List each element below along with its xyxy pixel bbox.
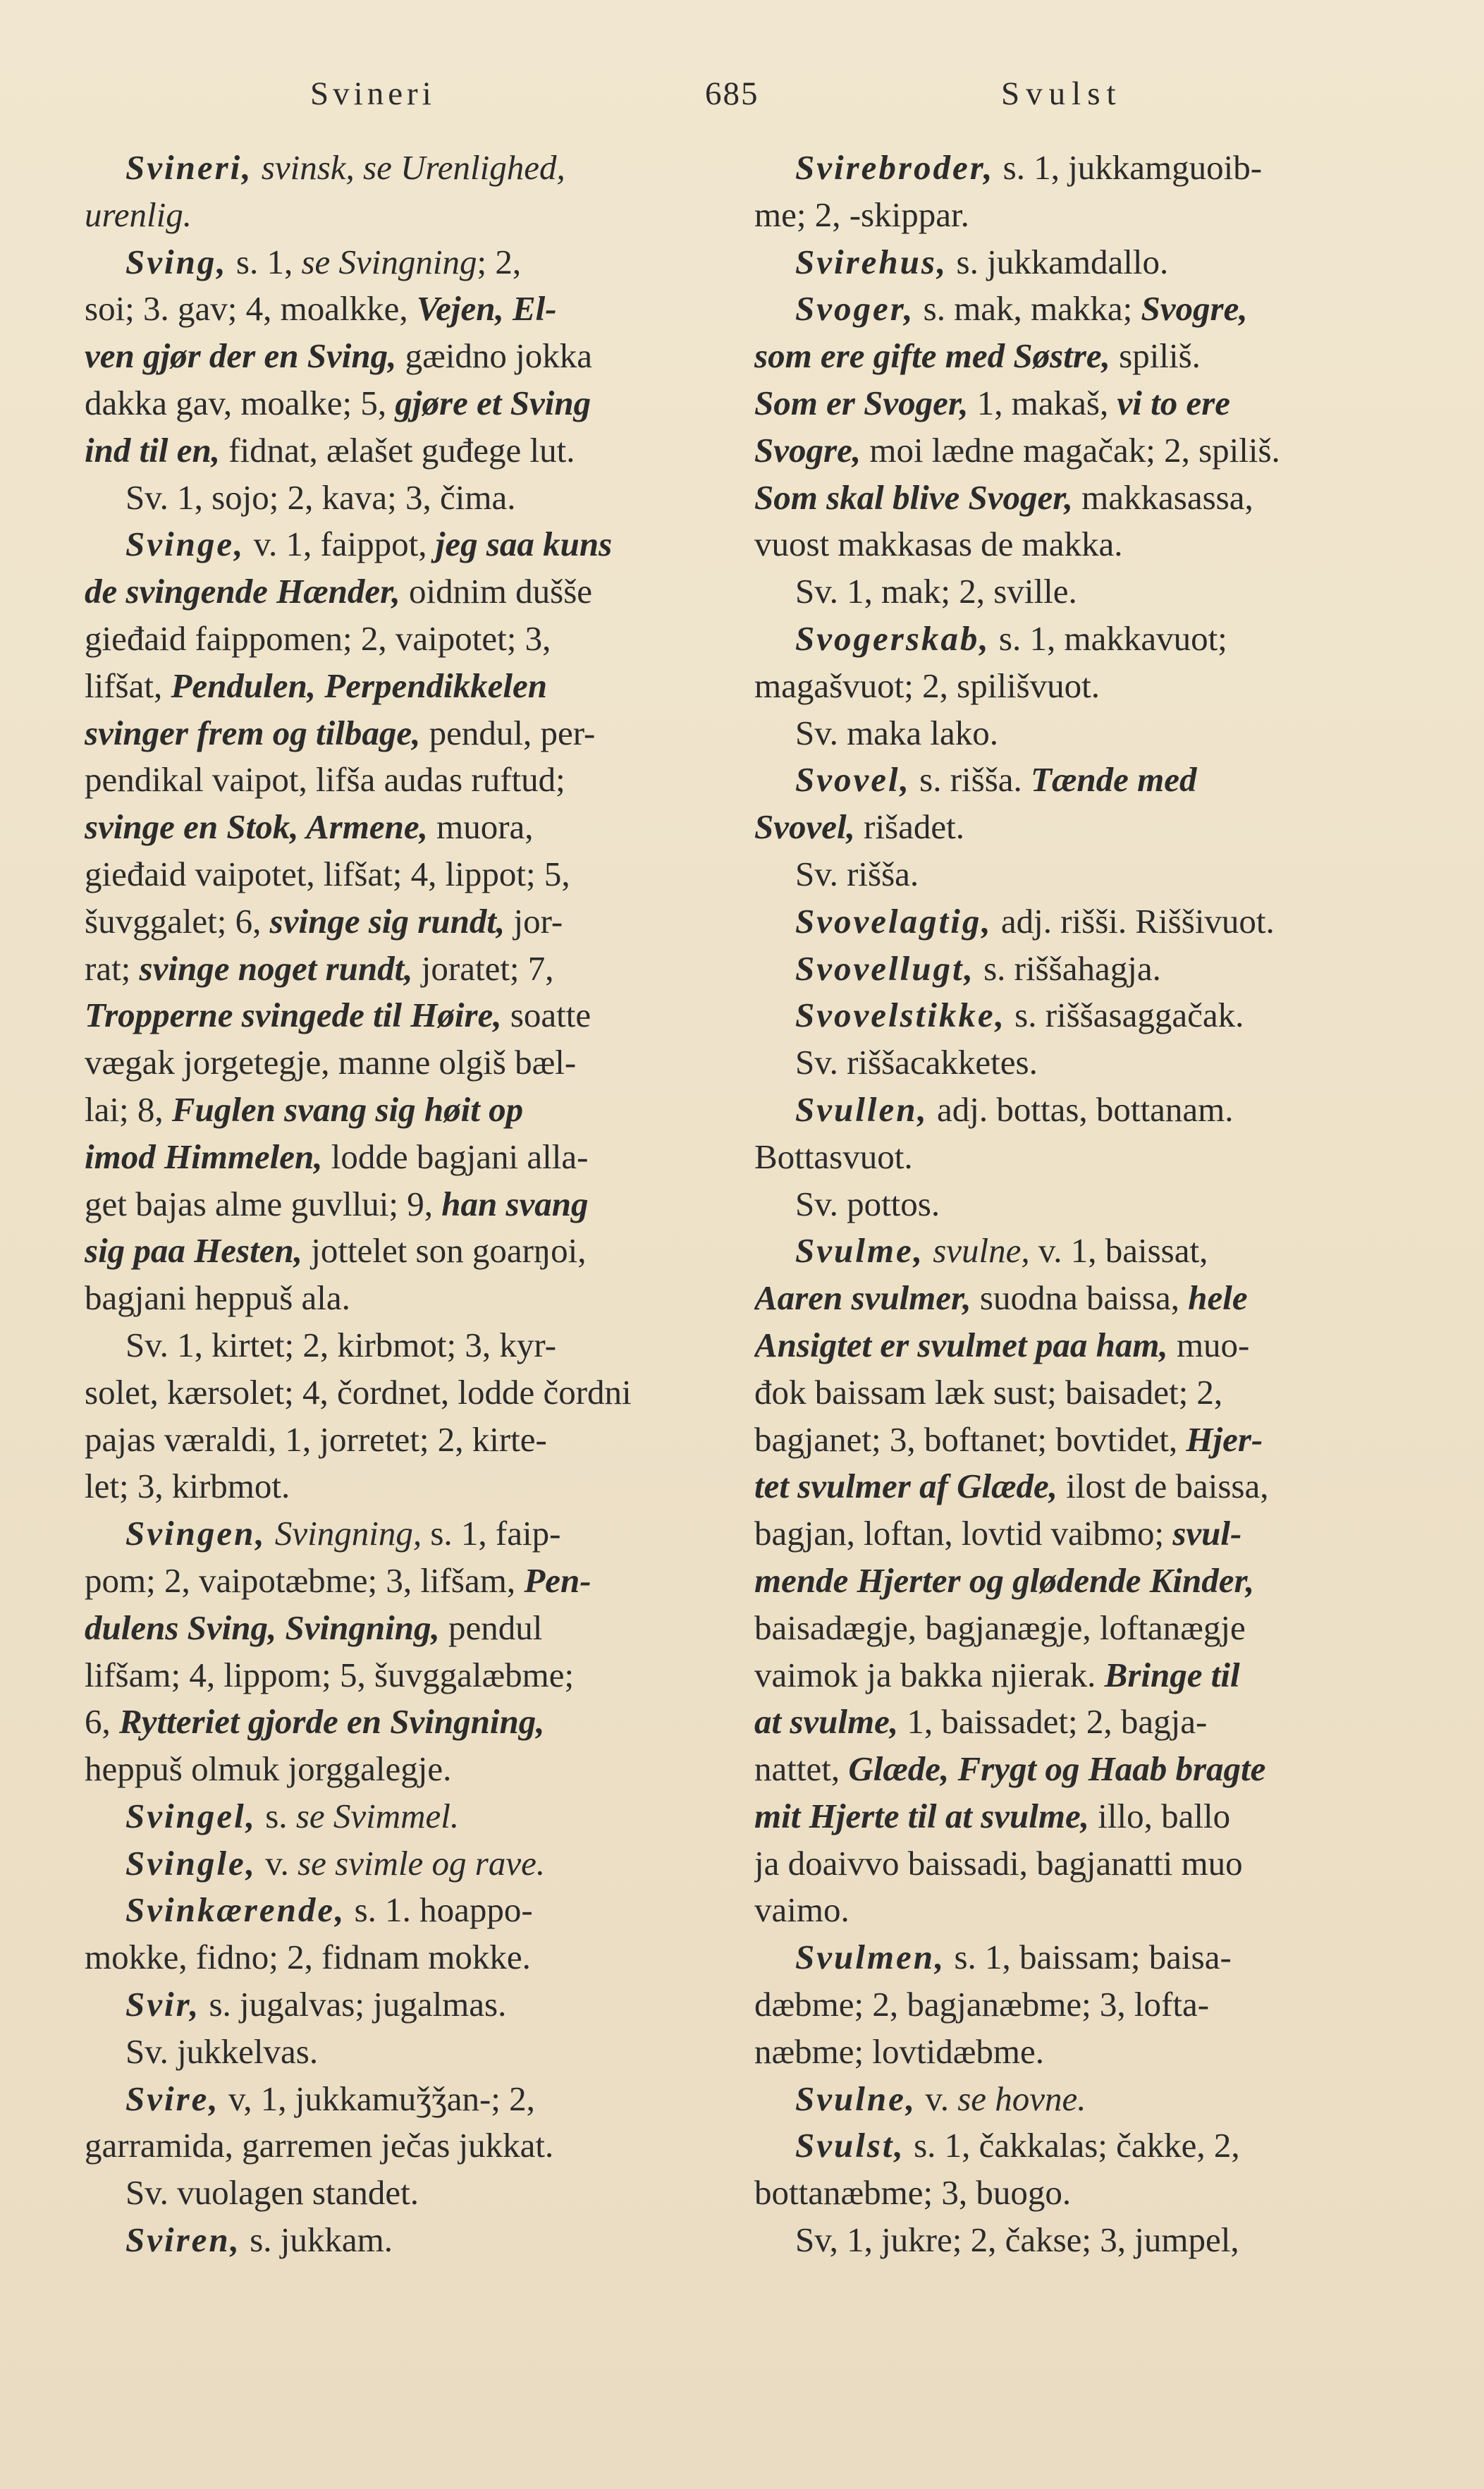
entry-text: fidnat, ælašet guđege lut. — [219, 430, 575, 470]
text-line — [85, 568, 716, 616]
entry-text: s. 1, baissam; baisa- — [945, 1938, 1232, 1977]
text-line — [85, 804, 716, 851]
entry-headword: Svingen, — [125, 1514, 266, 1553]
entry-text: joratet; 7, — [412, 948, 554, 988]
text-line — [85, 992, 716, 1039]
entry-headword: Svulne, — [795, 2079, 917, 2118]
text-line — [754, 710, 1371, 757]
entry-phrase: svinsk, se Urenlighed, — [252, 148, 565, 187]
text-line — [754, 2076, 1371, 2123]
entry-text: oidnim dušše — [400, 572, 593, 611]
text-line — [85, 898, 716, 946]
entry-text: lai; 8, — [85, 1089, 172, 1129]
entry-phrase: Svogre, — [754, 430, 861, 470]
entry-text: bagjan, loftan, lovtid vaibmo; — [754, 1514, 1173, 1553]
text-line — [85, 521, 716, 568]
entry-phrase: Svovel, — [754, 807, 855, 847]
entry-headword: Svovelstikke, — [795, 996, 1006, 1035]
text-line — [85, 1228, 716, 1275]
entry-headword: Svovellugt, — [795, 948, 975, 988]
text-line — [754, 1087, 1371, 1134]
entry-text: s. jukkam. — [240, 2220, 393, 2260]
entry-text: soi; 3. gav; 4, moalkke, — [85, 289, 417, 329]
entry-phrase: jeg saa kuns — [435, 525, 613, 564]
text-line — [85, 851, 716, 898]
entry-text: adj. rišši. Riššivuot. — [992, 901, 1275, 941]
text-line — [85, 239, 716, 286]
entry-text: Sv. vuolagen standet. — [125, 2173, 419, 2213]
entry-headword: Svir, — [125, 1985, 201, 2024]
entry-text: suodna baissa, — [971, 1278, 1189, 1318]
entry-text: gieđaid faippomen; 2, vaipotet; 3, — [85, 618, 551, 658]
entry-text: v. — [256, 1843, 298, 1883]
entry-text: s. 1, čakkalas; čakke, 2, — [904, 2126, 1240, 2165]
text-line — [85, 1652, 716, 1699]
entry-headword: Svingle, — [125, 1843, 257, 1883]
text-line — [85, 1134, 716, 1181]
text-line — [85, 1510, 716, 1558]
entry-phrase: se svimle og rave. — [298, 1843, 546, 1883]
entry-text: jottelet son goarŋoi, — [302, 1231, 587, 1271]
entry-text: s. riššahagja. — [974, 948, 1161, 988]
entry-text: bottanæbme; 3, buogo. — [754, 2173, 1072, 2213]
text-line — [754, 1887, 1371, 1934]
entry-phrase: Pen- — [524, 1560, 591, 1600]
entry-text: get bajas alme guvllui; 9, — [85, 1184, 442, 1223]
entry-phrase: han svang — [441, 1184, 589, 1223]
entry-text: Bottasvuot. — [754, 1137, 913, 1176]
entry-phrase: se Svingning — [301, 242, 477, 281]
entry-text: muo- — [1167, 1325, 1250, 1364]
entry-phrase: dulens Sving, Svingning, — [85, 1608, 440, 1647]
entry-headword: Svinkærende, — [125, 1890, 346, 1930]
text-line — [754, 1463, 1371, 1510]
entry-headword: Svire, — [125, 2079, 220, 2118]
entry-phrase: tet svulmer af Glæde, — [754, 1467, 1058, 1506]
text-line — [754, 1181, 1371, 1228]
text-line — [754, 1228, 1371, 1275]
entry-text: mokke, fidno; 2, fidnam mokke. — [85, 1938, 531, 1977]
entry-text: vægak jorgetegje, manne olgiš bæl- — [85, 1043, 577, 1082]
text-line — [754, 757, 1371, 804]
text-line — [754, 1510, 1371, 1558]
entry-text: baisadægje, bagjanægje, loftanægje — [754, 1608, 1246, 1647]
entry-headword: Svulst, — [795, 2126, 905, 2165]
entry-text: ilost de baissa, — [1057, 1467, 1269, 1506]
entry-phrase: gjøre et Sving — [395, 383, 591, 422]
entry-phrase: Tropperne svingede til Høire, — [85, 996, 502, 1035]
text-line — [85, 2170, 716, 2217]
entry-text: me; 2, -skippar. — [754, 195, 969, 234]
text-line — [85, 1558, 716, 1605]
text-line — [85, 663, 716, 710]
entry-text: v. 1, faippot, — [245, 525, 436, 564]
text-line — [754, 2122, 1371, 2170]
entry-phrase: hele — [1188, 1278, 1248, 1318]
entry-text: s. 1, faip- — [422, 1514, 561, 1553]
entry-text: đok baissam læk sust; baisadet; 2, — [754, 1372, 1223, 1412]
entry-headword: Svogerskab, — [795, 618, 991, 658]
entry-text: šuvggalet; 6, — [85, 901, 270, 941]
text-line — [754, 333, 1371, 380]
entry-phrase: mit Hjerte til at svulme, — [754, 1796, 1089, 1835]
text-line — [754, 1699, 1371, 1746]
text-line — [754, 1275, 1371, 1322]
text-line — [754, 1934, 1371, 1981]
text-line — [85, 145, 716, 192]
text-line — [754, 1039, 1371, 1087]
text-line — [754, 286, 1371, 333]
text-line — [754, 1134, 1371, 1181]
entry-text: dæbme; 2, bagjanæbme; 3, lofta- — [754, 1985, 1210, 2024]
text-line — [754, 1417, 1371, 1464]
entry-text: Sv. jukkelvas. — [125, 2031, 319, 2071]
entry-text: heppuš olmuk jorggalegje. — [85, 1749, 452, 1789]
entry-headword: Svirebroder, — [795, 148, 995, 187]
entry-text: s. — [256, 1796, 296, 1835]
text-line — [85, 1887, 716, 1934]
entry-phrase: svinger frem og tilbage, — [85, 713, 421, 752]
entry-text: ja doaivvo baissadi, bagjanatti muo — [754, 1843, 1243, 1883]
entry-text: makkasassa, — [1072, 477, 1253, 517]
entry-text: lifšam; 4, lippom; 5, šuvggalæbme; — [85, 1655, 575, 1694]
entry-text: nattet, — [754, 1749, 849, 1789]
entry-headword: Svinge, — [125, 525, 245, 564]
entry-phrase: ven gjør der en Sving, — [85, 336, 397, 376]
entry-text: Sv. 1, kirtet; 2, kirbmot; 3, kyr- — [125, 1325, 557, 1364]
text-line — [754, 851, 1371, 898]
entry-headword: Sviren, — [125, 2220, 241, 2260]
entry-text: s. jugalvas; jugalmas. — [200, 1985, 507, 2024]
entry-phrase: sig paa Hesten, — [85, 1231, 302, 1271]
entry-text: pendul — [439, 1608, 543, 1647]
text-line — [85, 2217, 716, 2264]
text-line — [85, 427, 716, 475]
entry-phrase: ind til en, — [85, 430, 220, 470]
entry-phrase: se hovne. — [957, 2079, 1086, 2118]
entry-phrase: se Svimmel. — [295, 1796, 460, 1835]
entry-text: s. 1, makkavuot; — [990, 618, 1227, 658]
text-line — [85, 475, 716, 522]
entry-text: s. jukkamdallo. — [948, 242, 1169, 281]
entry-phrase: Svingning, — [266, 1514, 422, 1553]
left-column — [85, 145, 716, 2264]
entry-phrase: Svogre, — [1141, 289, 1248, 329]
text-line — [754, 2029, 1371, 2076]
running-head-left: Svineri — [310, 75, 436, 112]
entry-headword: Svullen, — [795, 1089, 928, 1129]
text-line — [754, 521, 1371, 568]
text-line — [85, 1934, 716, 1981]
entry-text: ; 2, — [477, 242, 522, 281]
text-line — [85, 757, 716, 804]
entry-text: Sv, 1, jukre; 2, čakse; 3, jumpel, — [795, 2220, 1239, 2260]
entry-headword: Svovel, — [795, 760, 911, 800]
text-line — [85, 1699, 716, 1746]
text-line — [85, 192, 716, 239]
entry-text: 1, baissadet; 2, bagja- — [898, 1702, 1208, 1742]
text-line — [85, 1275, 716, 1322]
entry-phrase: Ansigtet er svulmet paa ham, — [754, 1325, 1168, 1364]
text-line — [754, 2170, 1371, 2217]
text-line — [85, 1322, 716, 1369]
entry-text: Sv. pottos. — [795, 1184, 940, 1223]
text-line — [754, 145, 1371, 192]
entry-phrase: Hjer- — [1186, 1419, 1263, 1459]
entry-headword: Svulmen, — [795, 1938, 946, 1977]
entry-text: vaimo. — [754, 1890, 850, 1930]
text-line — [85, 380, 716, 427]
text-line — [85, 1369, 716, 1417]
entry-text: s. 1. hoappo- — [345, 1890, 533, 1930]
entry-text: pendul, per- — [420, 713, 596, 752]
entry-headword: Svingel, — [125, 1796, 257, 1835]
entry-phrase: svinge sig rundt, — [269, 901, 505, 941]
entry-phrase: imod Himmelen, — [85, 1137, 323, 1176]
entry-text: garramida, garremen ječas jukkat. — [85, 2126, 554, 2165]
entry-text: v. — [916, 2079, 958, 2118]
text-line — [754, 804, 1371, 851]
text-line — [754, 1981, 1371, 2029]
text-line — [754, 2217, 1371, 2264]
text-line — [754, 946, 1371, 993]
entry-phrase: svinge noget rundt, — [139, 948, 413, 988]
text-line — [85, 2122, 716, 2170]
text-line — [85, 2076, 716, 2123]
entry-text: næbme; lovtidæbme. — [754, 2031, 1045, 2071]
entry-phrase: Rytteriet gjorde en Svingning, — [119, 1702, 545, 1742]
entry-text: Sv. 1, mak; 2, sville. — [795, 572, 1077, 611]
entry-text: bagjanet; 3, boftanet; bovtidet, — [754, 1419, 1186, 1459]
entry-text: jor- — [505, 901, 563, 941]
text-line — [754, 568, 1371, 616]
entry-text: v. 1, baissat, — [1029, 1231, 1208, 1271]
text-line — [754, 1369, 1371, 1417]
entry-text: lifšat, — [85, 666, 171, 705]
entry-phrase: Bringe til — [1104, 1655, 1240, 1694]
running-head-right: Svulst — [1001, 75, 1122, 112]
text-line — [85, 1087, 716, 1134]
entry-headword: Svulme, — [795, 1231, 924, 1271]
text-line — [754, 663, 1371, 710]
entry-text: illo, ballo — [1089, 1796, 1231, 1835]
entry-text: v, 1, jukkamuǯǯan-; 2, — [219, 2079, 535, 2118]
entry-phrase: mende Hjerter og glødende Kinder, — [754, 1560, 1255, 1600]
entry-text: spiliš. — [1110, 336, 1201, 376]
entry-text: Sv. maka lako. — [795, 713, 999, 752]
entry-headword: Svovelagtig, — [795, 901, 993, 941]
text-line — [85, 946, 716, 993]
entry-text: rišadet. — [854, 807, 964, 847]
entry-text: s. mak, makka; — [914, 289, 1141, 329]
entry-text: muora, — [427, 807, 534, 847]
entry-phrase: Pendulen, Perpendikkelen — [171, 666, 548, 705]
text-line — [85, 333, 716, 380]
entry-text: Sv. riššacakketes. — [795, 1043, 1038, 1082]
text-line — [754, 992, 1371, 1039]
entry-phrase: svulne, — [924, 1231, 1030, 1271]
text-line — [754, 1322, 1371, 1369]
text-line — [85, 710, 716, 757]
text-line — [754, 380, 1371, 427]
entry-text: s. 1, — [227, 242, 302, 281]
entry-phrase: svul- — [1172, 1514, 1242, 1553]
text-line — [85, 1417, 716, 1464]
entry-headword: Svirehus, — [795, 242, 948, 281]
entry-text: pendikal vaipot, lifša audas ruftud; — [85, 760, 565, 800]
text-line — [754, 239, 1371, 286]
text-line — [85, 1840, 716, 1888]
entry-text: gieđaid vaipotet, lifšat; 4, lippot; 5, — [85, 854, 570, 893]
text-line — [754, 616, 1371, 663]
entry-text: let; 3, kirbmot. — [85, 1467, 290, 1506]
entry-text: magašvuot; 2, spilišvuot. — [754, 666, 1100, 705]
entry-headword: Svineri, — [125, 148, 253, 187]
text-line — [85, 1181, 716, 1228]
entry-text: gæidno jokka — [396, 336, 593, 376]
text-line — [754, 475, 1371, 522]
entry-text: soatte — [501, 996, 591, 1035]
text-line — [754, 1746, 1371, 1793]
entry-headword: Svoger, — [795, 289, 915, 329]
entry-text: solet, kærsolet; 4, čordnet, lodde čordni — [85, 1372, 632, 1412]
entry-text: dakka gav, moalke; 5, — [85, 383, 395, 422]
text-line — [85, 1746, 716, 1793]
entry-phrase: urenlig. — [85, 195, 192, 234]
entry-text: lodde bagjani alla- — [322, 1137, 589, 1176]
text-line — [85, 1039, 716, 1087]
text-line — [85, 2029, 716, 2076]
text-line — [85, 286, 716, 333]
entry-phrase: Aaren svulmer, — [754, 1278, 971, 1318]
entry-phrase: de svingende Hænder, — [85, 572, 400, 611]
text-line — [85, 1463, 716, 1510]
entry-phrase: Glæde, Frygt og Haab bragte — [848, 1749, 1266, 1789]
text-line — [85, 616, 716, 663]
entry-text: adj. bottas, bottanam. — [928, 1089, 1234, 1129]
entry-text: 1, makaš, — [968, 383, 1117, 422]
entry-text: s. riššasaggačak. — [1005, 996, 1244, 1035]
entry-phrase: svinge en Stok, Armene, — [85, 807, 428, 847]
entry-text: 6, — [85, 1702, 119, 1742]
entry-phrase: vi to ere — [1117, 383, 1231, 422]
entry-text: s. 1, jukkamguoib- — [994, 148, 1263, 187]
entry-phrase: at svulme, — [754, 1702, 899, 1742]
entry-text: moi lædne magačak; 2, spiliš. — [861, 430, 1280, 470]
text-line — [754, 1558, 1371, 1605]
entry-phrase: som ere gifte med Søstre, — [754, 336, 1110, 376]
text-line — [85, 1793, 716, 1840]
entry-phrase: Fuglen svang sig høit op — [171, 1089, 524, 1129]
entry-text: vaimok ja bakka njierak. — [754, 1655, 1105, 1694]
entry-text: Sv. rišša. — [795, 854, 919, 893]
entry-text: s. rišša. — [910, 760, 1031, 800]
text-line — [754, 1840, 1371, 1888]
entry-text: pajas væraldi, 1, jorretet; 2, kirte- — [85, 1419, 547, 1459]
text-line — [754, 427, 1371, 475]
text-line — [754, 898, 1371, 946]
text-line — [754, 1652, 1371, 1699]
entry-text: bagjani heppuš ala. — [85, 1278, 350, 1318]
entry-phrase: Som skal blive Svoger, — [754, 477, 1073, 517]
text-line — [85, 1981, 716, 2029]
text-line — [754, 1605, 1371, 1652]
entry-text: rat; — [85, 948, 140, 988]
text-line — [85, 1605, 716, 1652]
entry-text: Sv. 1, sojo; 2, kava; 3, čima. — [125, 477, 516, 517]
entry-phrase: Tænde med — [1031, 760, 1197, 800]
text-line — [754, 1793, 1371, 1840]
entry-text: vuost makkasas de makka. — [754, 525, 1123, 564]
entry-text: pom; 2, vaipotæbme; 3, lifšam, — [85, 1560, 525, 1600]
entry-headword: Sving, — [125, 242, 228, 281]
text-line — [754, 192, 1371, 239]
page-number: 685 — [705, 75, 759, 112]
entry-phrase: Som er Svoger, — [754, 383, 969, 422]
right-column — [754, 145, 1371, 2264]
entry-phrase: Vejen, El- — [416, 289, 557, 329]
